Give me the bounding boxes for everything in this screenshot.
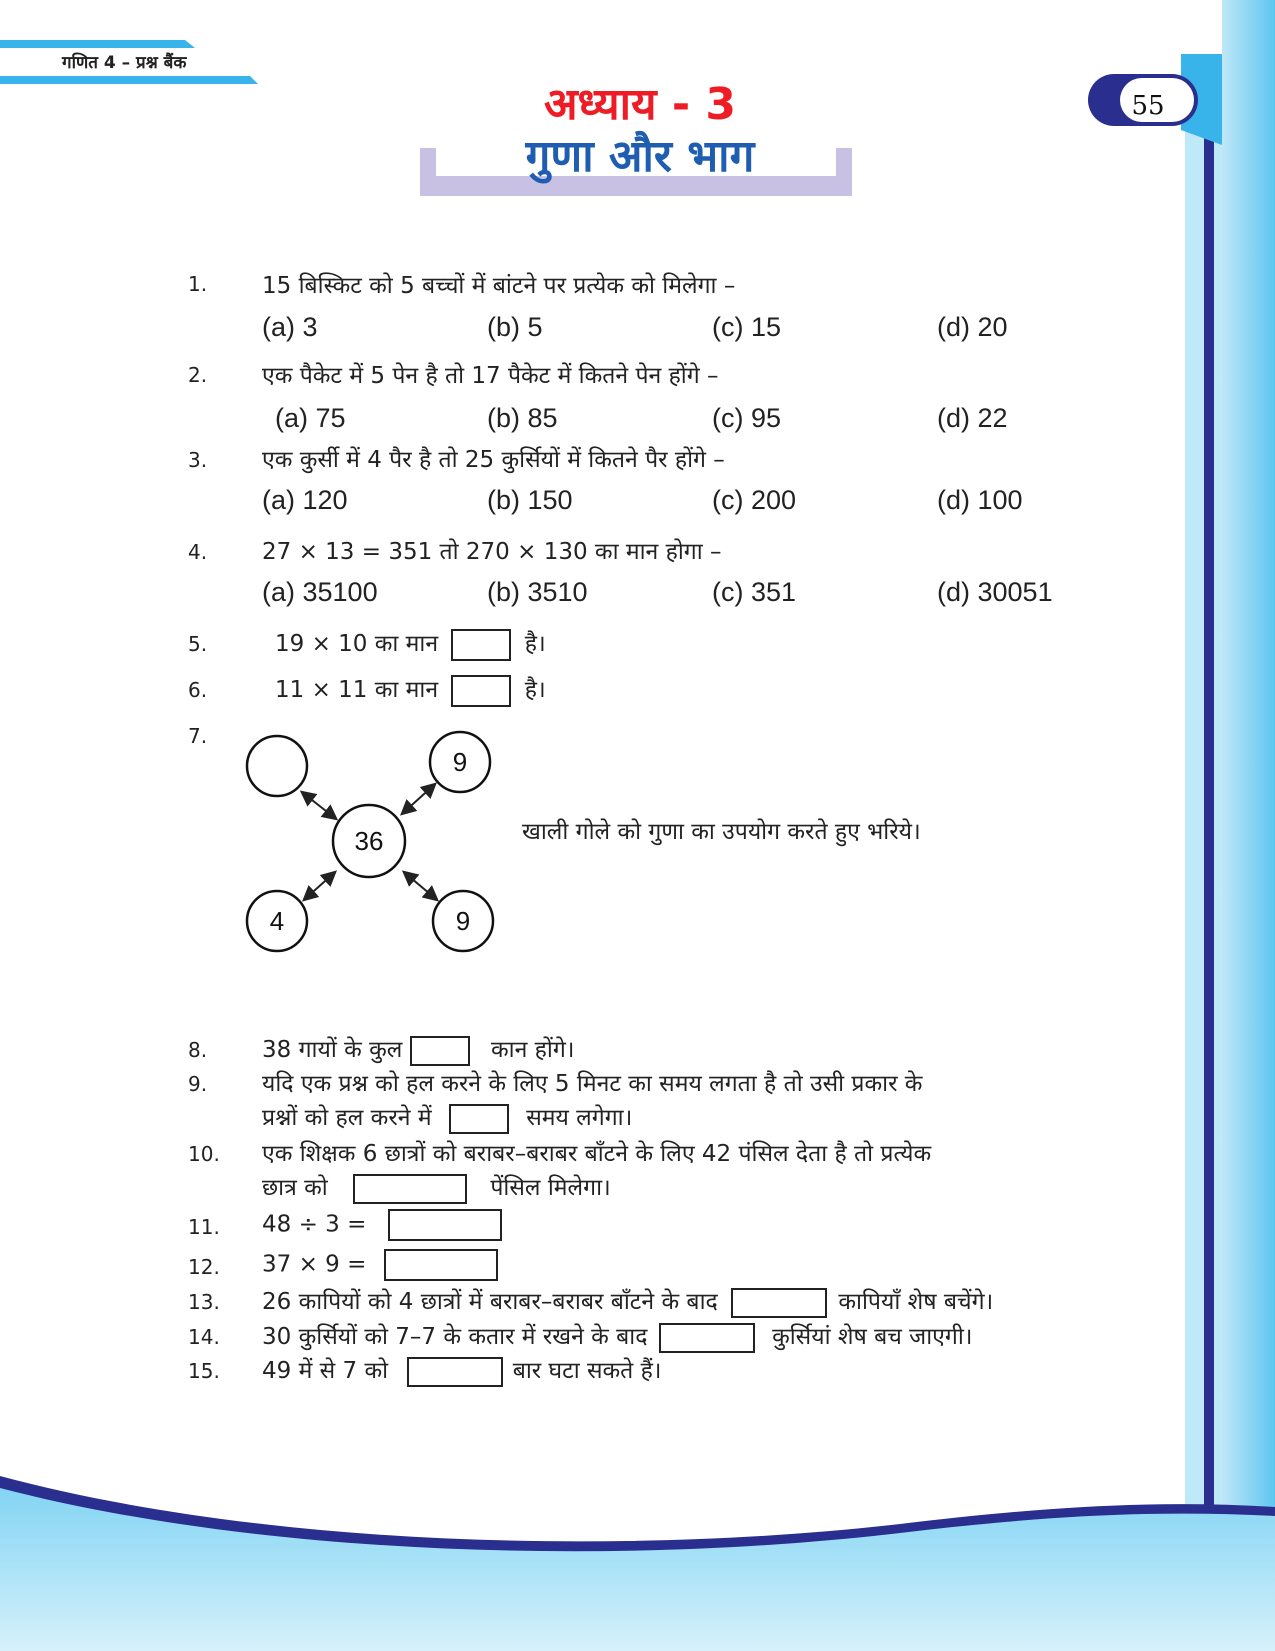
- question-row: [262, 1249, 498, 1281]
- option-d: (d) 30051: [937, 577, 1053, 607]
- option-b: (b) 5: [487, 312, 543, 342]
- question-text: 26 कापियों को 4 छात्रों में बराबर–बराबर बाँटने के बाद: [262, 1289, 718, 1315]
- answer-box[interactable]: [353, 1174, 467, 1204]
- question-text: 19 × 10 का मान: [275, 631, 439, 657]
- answer-box[interactable]: [659, 1323, 755, 1353]
- option-c: (c) 15: [712, 312, 782, 342]
- arrow-top-left: [303, 793, 335, 818]
- option-a: (a) 75: [275, 403, 346, 433]
- answer-box[interactable]: [410, 1036, 470, 1066]
- question-number: 8.: [188, 1038, 208, 1062]
- question-row: [262, 1319, 973, 1353]
- option-c: (c) 95: [712, 403, 782, 433]
- question-number: 10.: [188, 1142, 220, 1166]
- empty-circle[interactable]: [247, 736, 307, 796]
- page-number: 55: [1131, 91, 1165, 121]
- arrow-top-right: [403, 785, 434, 813]
- answer-box[interactable]: [449, 1104, 509, 1134]
- question-number: 9.: [188, 1072, 208, 1096]
- question-text: 48 ÷ 3 =: [262, 1211, 367, 1238]
- question-text: 11 × 11 का मान: [275, 677, 439, 703]
- question-number: 4.: [188, 540, 208, 564]
- circle-bottom-left-label: 4: [269, 906, 285, 936]
- question-row: [262, 1284, 993, 1318]
- option-c: (c) 200: [712, 485, 797, 515]
- question-row: [262, 1170, 611, 1204]
- option-a: (a) 3: [262, 312, 318, 342]
- question-number: 3.: [188, 448, 208, 472]
- chapter-title: गुणा और भाग: [525, 131, 755, 182]
- question-number: 1.: [188, 272, 208, 296]
- answer-box[interactable]: [407, 1357, 503, 1387]
- question-suffix: पेंसिल मिलेगा।: [490, 1175, 611, 1201]
- arrow-bottom-right: [405, 873, 436, 899]
- answer-box[interactable]: [451, 675, 511, 707]
- question-number: 7.: [188, 724, 208, 748]
- question-text-line2: प्रश्नों को हल करने में: [262, 1105, 432, 1131]
- question-text: यदि एक प्रश्न को हल करने के लिए 5 मिनट का समय लगता है तो उसी प्रकार के: [262, 1071, 923, 1097]
- question-number: 13.: [188, 1290, 220, 1314]
- question-text: एक शिक्षक 6 छात्रों को बराबर–बराबर बाँटने के लिए 42 पंसिल देता है तो प्रत्येक: [262, 1141, 932, 1167]
- question-number: 11.: [188, 1215, 220, 1239]
- question-text: एक कुर्सी में 4 पैर है तो 25 कुर्सियों में कितने पैर होंगे –: [262, 447, 725, 473]
- arrow-bottom-left: [305, 873, 334, 899]
- question-row: [262, 1100, 632, 1134]
- question-suffix: है।: [524, 631, 546, 657]
- question-row: [262, 1209, 502, 1241]
- option-b: (b) 85: [487, 403, 558, 433]
- circle-bottom-right-label: 9: [455, 906, 471, 936]
- question-row: [262, 1032, 575, 1066]
- question-number: 12.: [188, 1255, 220, 1279]
- option-c: (c) 351: [712, 577, 797, 607]
- answer-box[interactable]: [731, 1288, 827, 1318]
- question-text: 37 × 9 =: [262, 1251, 367, 1278]
- book-title: गणित 4 – प्रश्न बैंक: [62, 53, 187, 73]
- question-text: 38 गायों के कुल: [262, 1037, 403, 1063]
- option-a: (a) 120: [262, 485, 348, 515]
- question-7-instruction: खाली गोले को गुणा का उपयोग करते हुए भरिये।: [522, 819, 921, 845]
- question-text: 30 कुर्सियों को 7–7 के कतार में रखने के बाद: [262, 1324, 648, 1350]
- answer-box[interactable]: [384, 1249, 498, 1281]
- circle-top-right-label: 9: [452, 747, 468, 777]
- question-number: 14.: [188, 1325, 220, 1349]
- question-suffix: कापियाँ शेष बचेंगे।: [838, 1289, 994, 1315]
- option-a: (a) 35100: [262, 577, 378, 607]
- circle-center-label: 36: [354, 826, 384, 856]
- question-text: 27 × 13 = 351 तो 270 × 130 का मान होगा –: [262, 539, 722, 565]
- question-suffix: समय लगेगा।: [526, 1105, 633, 1131]
- question-suffix: है।: [524, 677, 546, 703]
- question-text-line2: छात्र को: [262, 1175, 328, 1201]
- question-number: 5.: [188, 632, 208, 656]
- question-suffix: बार घटा सकते हैं।: [512, 1358, 662, 1384]
- question-row: [275, 626, 546, 661]
- question-number: 6.: [188, 678, 208, 702]
- option-b: (b) 3510: [487, 577, 588, 607]
- question-text: एक पैकेट में 5 पेन है तो 17 पैकेट में कितने पेन होंगे –: [262, 363, 719, 389]
- question-suffix: कुर्सियां शेष बच जाएगी।: [772, 1324, 973, 1350]
- option-b: (b) 150: [487, 485, 573, 515]
- question-number: 15.: [188, 1359, 220, 1383]
- question-row: [275, 672, 546, 707]
- option-d: (d) 22: [937, 403, 1008, 433]
- question-row: [262, 1353, 662, 1387]
- question-number: 2.: [188, 363, 208, 387]
- option-d: (d) 20: [937, 312, 1008, 342]
- question-suffix: कान होंगे।: [490, 1037, 575, 1063]
- answer-box[interactable]: [388, 1209, 502, 1241]
- question-text: 49 में से 7 को: [262, 1358, 389, 1384]
- option-d: (d) 100: [937, 485, 1023, 515]
- question-text: 15 बिस्किट को 5 बच्चों में बांटने पर प्रत्येक को मिलेगा –: [262, 273, 736, 299]
- chapter-number: अध्याय - 3: [543, 79, 737, 130]
- answer-box[interactable]: [451, 629, 511, 661]
- multiplication-circle-diagram: [235, 725, 505, 955]
